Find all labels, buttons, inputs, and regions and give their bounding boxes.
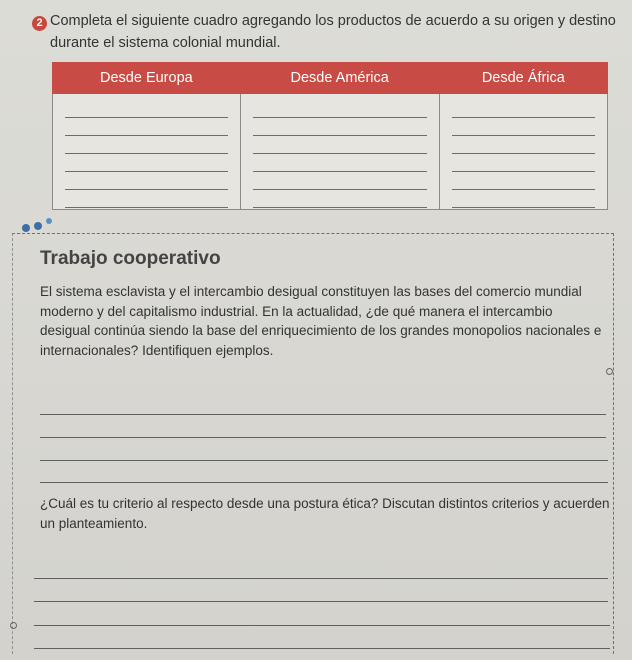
answer-line bbox=[253, 118, 427, 136]
answer-line[interactable] bbox=[34, 578, 608, 579]
header-desde-africa: Desde África bbox=[439, 63, 607, 94]
answer-line bbox=[452, 190, 595, 208]
cooperative-question-2: ¿Cuál es tu criterio al respecto desde una postura ética? Discutan distintos criterios y acuerden un planteamiento. bbox=[40, 496, 610, 531]
answer-line bbox=[65, 136, 228, 154]
answer-line bbox=[65, 118, 228, 136]
exercise-instruction: Completa el siguiente cuadro agregando los productos de acuerdo a su origen y destino durante el sistema colonial mundial. bbox=[50, 13, 616, 51]
answer-line bbox=[253, 172, 427, 190]
answer-line[interactable] bbox=[34, 625, 610, 626]
header-desde-america: Desde América bbox=[240, 63, 439, 94]
products-table bbox=[52, 62, 608, 210]
answer-line[interactable] bbox=[34, 601, 608, 602]
answer-line[interactable] bbox=[40, 460, 608, 461]
answer-cell-europa[interactable] bbox=[53, 94, 241, 210]
exercise-number-badge: 2 bbox=[32, 16, 47, 31]
answer-line bbox=[253, 154, 427, 172]
blue-dot-icon bbox=[22, 224, 30, 232]
table-row bbox=[53, 94, 608, 210]
answer-line bbox=[253, 100, 427, 118]
cooperative-title: Trabajo cooperativo bbox=[40, 248, 221, 269]
answer-line bbox=[65, 190, 228, 208]
answer-line bbox=[65, 100, 228, 118]
table-header-row bbox=[53, 63, 608, 94]
blue-dot-icon bbox=[34, 222, 42, 230]
header-desde-europa: Desde Europa bbox=[53, 63, 241, 94]
blue-dot-icon bbox=[46, 218, 52, 224]
cooperative-question-1: El sistema esclavista y el intercambio desigual constituyen las bases del comercio mundial moderno y del capitalismo industrial. En la actualidad, ¿de qué manera el intercambio desigual continúa siendo la base del enriquecimiento de los grandes monopolios nacionales e internacionales? Identifiquen ejemplos. bbox=[40, 284, 602, 358]
answer-line bbox=[452, 172, 595, 190]
answer-line[interactable] bbox=[40, 437, 606, 438]
answer-line bbox=[452, 118, 595, 136]
answer-line bbox=[452, 136, 595, 154]
answer-line[interactable] bbox=[40, 414, 606, 415]
margin-circle-icon bbox=[10, 622, 17, 629]
answer-line[interactable] bbox=[40, 482, 608, 483]
answer-line bbox=[65, 154, 228, 172]
answer-line[interactable] bbox=[34, 648, 610, 649]
answer-line bbox=[65, 172, 228, 190]
answer-line bbox=[253, 190, 427, 208]
answer-line bbox=[253, 136, 427, 154]
answer-cell-america[interactable] bbox=[240, 94, 439, 210]
answer-line bbox=[452, 154, 595, 172]
answer-cell-africa[interactable] bbox=[439, 94, 607, 210]
margin-circle-icon bbox=[606, 368, 613, 375]
answer-line bbox=[452, 100, 595, 118]
